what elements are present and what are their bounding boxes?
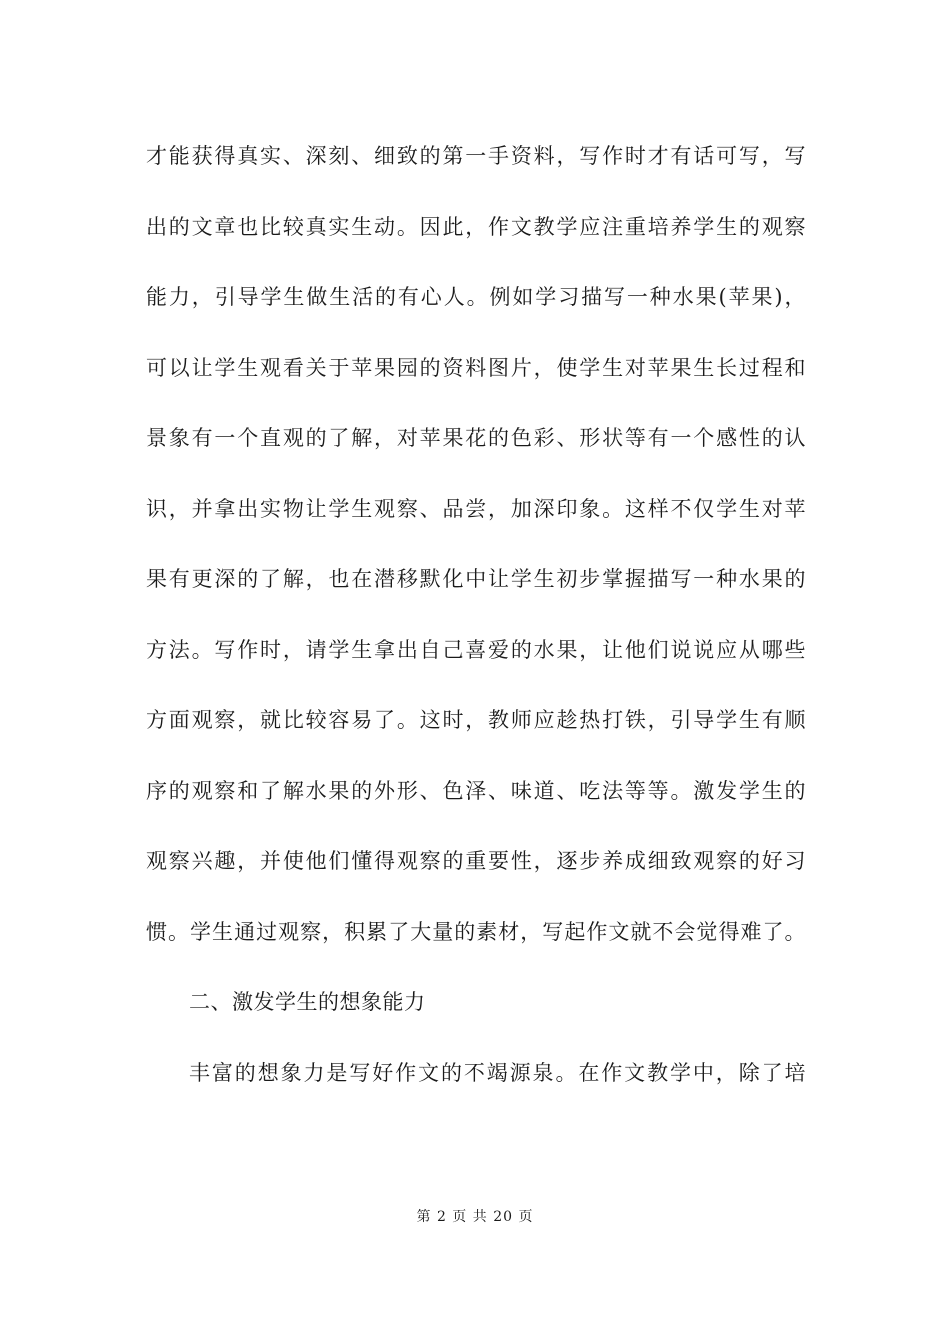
- paragraph-line-10: 序的观察和了解水果的外形、色泽、味道、吃法等等。激发学生的: [146, 778, 806, 803]
- paragraph-line-1: 才能获得真实、深刻、细致的第一手资料，写作时才有话可写，写: [146, 144, 806, 168]
- next-paragraph-line: 丰富的想象力是写好作文的不竭源泉。在作文教学中，除了培: [189, 1060, 806, 1085]
- body-text: [146, 133, 806, 1120]
- paragraph-line-9: 方面观察，就比较容易了。这时，教师应趁热打铁，引导学生有顺: [146, 708, 806, 732]
- paragraph-line-8: 方法。写作时，请学生拿出自己喜爱的水果，让他们说说应从哪些: [146, 637, 806, 662]
- paragraph-line-11: 观察兴趣，并使他们懂得观察的重要性，逐步养成细致观察的好习: [146, 849, 806, 873]
- paragraph-line-2: 出的文章也比较真实生动。因此，作文教学应注重培养学生的观察: [146, 214, 806, 239]
- paragraph-line-12: 惯。学生通过观察，积累了大量的素材，写起作文就不会觉得难了。: [146, 919, 806, 944]
- paragraph-line-3: 能力，引导学生做生活的有心人。例如学习描写一种水果(苹果)，: [146, 285, 806, 309]
- paragraph-line-6: 识，并拿出实物让学生观察、品尝，加深印象。这样不仅学生对苹: [146, 496, 806, 521]
- paragraph-line-4: 可以让学生观看关于苹果园的资料图片，使学生对苹果生长过程和: [146, 355, 806, 380]
- page-number-footer: 第 2 页 共 20 页: [416, 1209, 534, 1225]
- paragraph-line-7: 果有更深的了解，也在潜移默化中让学生初步掌握描写一种水果的: [146, 567, 806, 591]
- paragraph-line-5: 景象有一个直观的了解，对苹果花的色彩、形状等有一个感性的认: [146, 426, 806, 450]
- section-heading: 二、激发学生的想象能力: [189, 990, 426, 1014]
